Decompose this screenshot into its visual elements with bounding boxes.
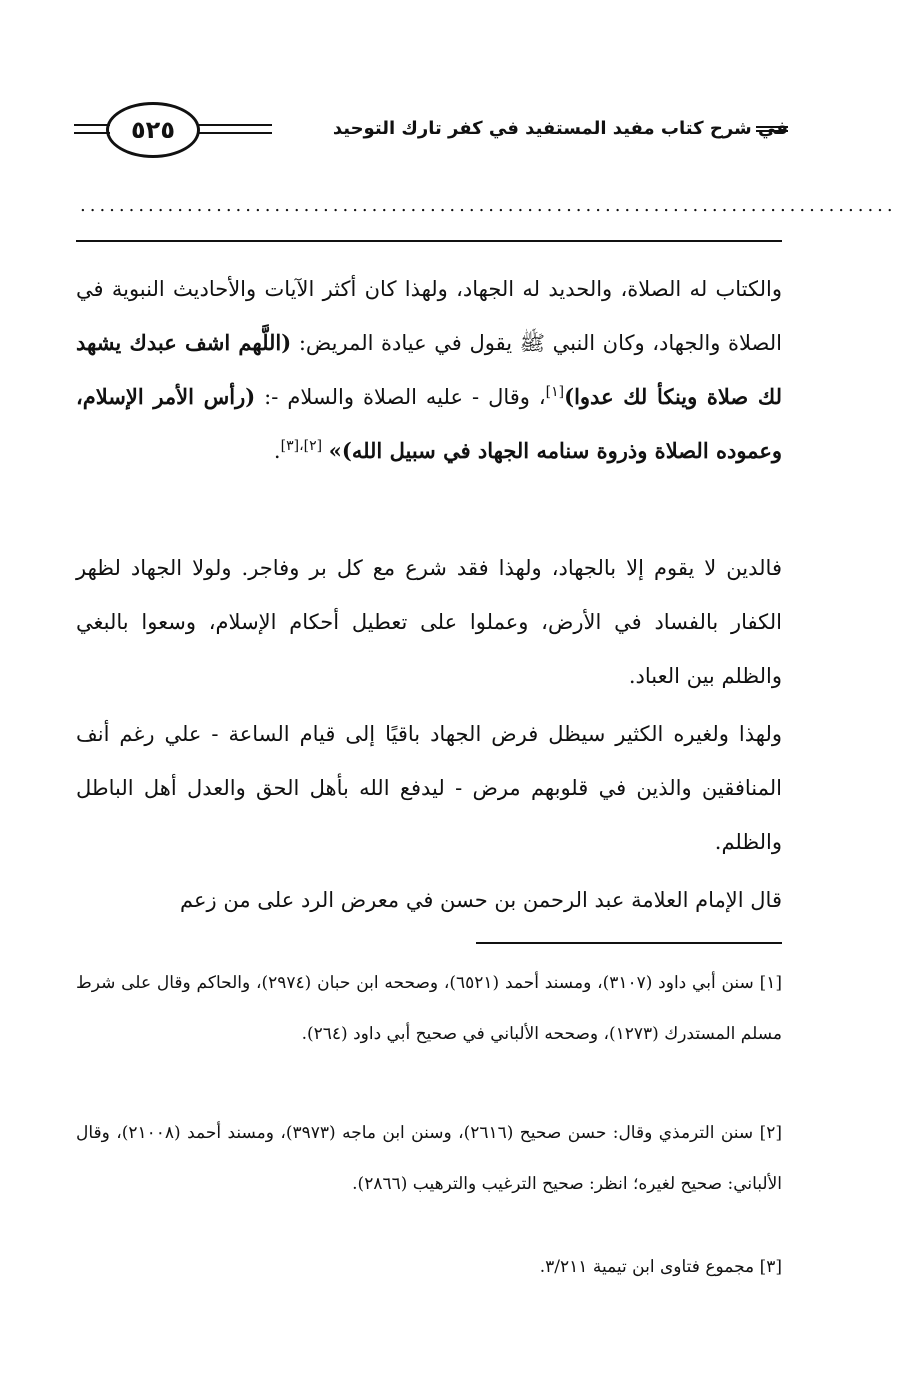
footnote-ref-3[interactable]: [٣] [280,438,300,454]
header-rule-left-outer [74,124,110,134]
paragraph-2: فالدين لا يقوم إلا بالجهاد، ولهذا فقد شرع مع كل بر وفاجر. ولولا الجهاد لظهر الكفار بالفساد في الأرض، وعملوا على تعطيل أحكام الإسلام، وسعوا بالبغي والظلم بين العباد. [76,556,782,688]
footnote-ref-1[interactable]: [١] [545,384,565,400]
paragraph-1-text-b: ، وقال - عليه الصلاة والسلام -: [255,385,546,409]
footnote-2-marker: [٢] [759,1123,783,1143]
hadith-quote-1: (اللَّهم اشف عبدك يشهد لك صلاة وينكأ لك عدوا) [76,330,782,409]
paragraph-1 [76,262,782,478]
paragraph-1-text-a: والكتاب له الصلاة، والحديد له الجهاد، ولهذا كان أكثر الآيات والأحاديث النبوية في الصلاة والجهاد، وكان النبي ﷺ يقول في عيادة المريض: [76,277,782,355]
footnote-3-marker: [٣] [759,1257,782,1277]
dotted-separator: .................................................................................... [80,195,897,216]
paragraph-3: ولهذا ولغيره الكثير سيظل فرض الجهاد باقيًا إلى قيام الساعة - علي رغم أنف المنافقين والذين في قلوبهم مرض - ليدفع الله بأهل الحق والعدل أهل الباطل والظلم. [76,722,782,854]
running-title: في شرح كتاب مفيد المستفيد في كفر تارك التوحيد [332,118,788,139]
paragraph-4: قال الإمام العلامة عبد الرحمن بن حسن في معرض الرد على من زعم [180,888,782,912]
footnote-3 [76,1242,782,1293]
header-rule-left-inner [198,124,272,134]
footnote-ref-separator: ، [299,438,304,454]
footnote-2-text: سنن الترمذي وقال: حسن صحيح (٢٦١٦)، وسنن ابن ماجه (٣٩٧٣)، ومسند أحمد (٢١٠٠٨)، وقال الألباني: صحيح لغيره؛ انظر: صحيح الترغيب والترهيب (٢٨٦٦). [76,1123,782,1194]
paragraph-1-end: . [273,439,281,463]
footnote-1-marker: [١] [759,973,783,993]
footnote-1-text: سنن أبي داود (٣١٠٧)، ومسند أحمد (٦٥٢١)، وصححه ابن حبان (٢٩٧٤)، والحاكم وقال على شرط مسلم المستدرك (١٢٧٣)، وصححه الألباني في صحيح أبي داود (٢٦٤). [76,973,782,1044]
footnote-3-text: مجموع فتاوى ابن تيمية ٣/٢١١. [539,1257,755,1277]
hadith-quote-2: (رأس الأمر الإسلام، وعموده الصلاة وذروة سنامه الجهاد في سبيل الله)» [76,384,782,463]
footnote-ref-2[interactable]: [٢] [303,438,323,454]
page-number: ٥٢٥ [106,102,200,158]
footnote-rule [476,942,782,944]
top-rule [76,240,782,242]
footnote-1 [76,958,782,1060]
footnote-2 [76,1108,782,1210]
